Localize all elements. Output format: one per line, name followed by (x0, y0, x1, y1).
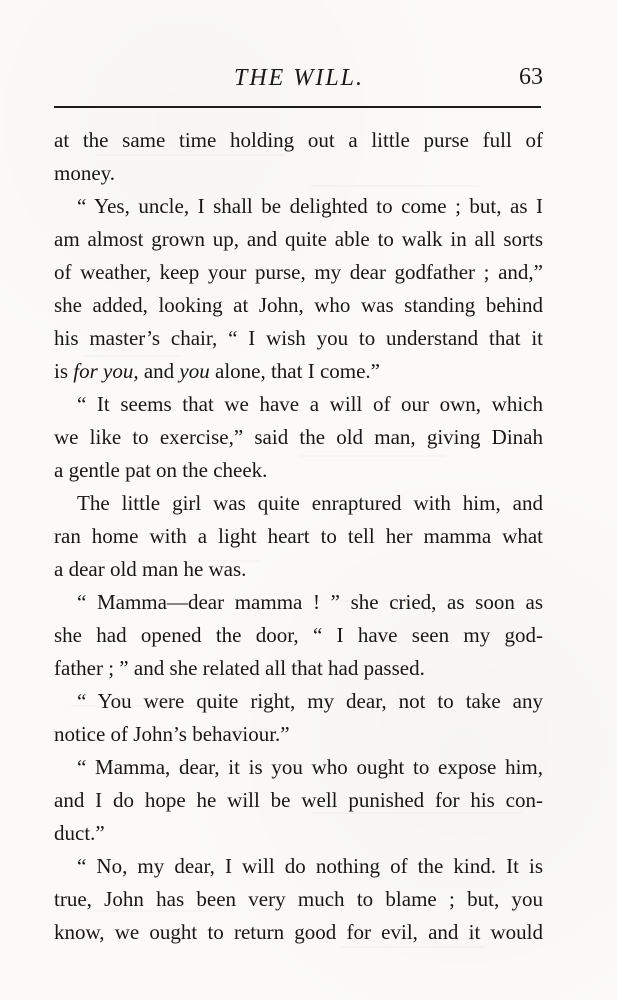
text-line-with-italics (54, 355, 543, 388)
plain-text: alone, that I come.” (209, 359, 381, 383)
text-line: am almost grown up, and quite able to walk in all sorts (54, 227, 543, 251)
text-line: a dear old man he was. (54, 557, 247, 581)
text-line: his master’s chair, “ I wish you to understand that it (54, 326, 543, 350)
text-line: “ You were quite right, my dear, not to take any (77, 689, 543, 713)
text-line: we like to exercise,” said the old man, giving Dinah (54, 425, 543, 449)
plain-text: and (138, 359, 180, 383)
book-text (54, 124, 543, 949)
running-title: THE WILL. (234, 65, 365, 91)
text-line: and I do hope he will be well punished for his con- (54, 788, 543, 812)
plain-text: is (54, 359, 74, 383)
text-line: “ Yes, uncle, I shall be delighted to come ; but, as I (77, 194, 543, 218)
text-line: of weather, keep your purse, my dear godfather ; and,” (54, 260, 543, 284)
text-line: money. (54, 161, 116, 185)
text-line: father ; ” and she related all that had passed. (54, 656, 425, 680)
text-line: notice of John’s behaviour.” (54, 722, 290, 746)
text-line: “ It seems that we have a will of our own, which (77, 392, 543, 416)
text-line: “ Mamma, dear, it is you who ought to expose him, (77, 755, 543, 779)
italic-text: for you, (73, 359, 139, 383)
header-rule (54, 106, 541, 108)
text-line: she added, looking at John, who was standing behind (54, 293, 543, 317)
text-line: know, we ought to return good for evil, and it would (54, 920, 543, 944)
text-line: The little girl was quite enraptured with him, and (77, 491, 543, 515)
page-header (54, 63, 542, 97)
text-line: duct.” (54, 821, 105, 845)
text-line: true, John has been very much to blame ; but, you (54, 887, 543, 911)
text-line: a gentle pat on the cheek. (54, 458, 268, 482)
text-line: at the same time holding out a little purse full of (54, 128, 543, 152)
text-line: ran home with a light heart to tell her mamma what (54, 524, 543, 548)
text-line: “ Mamma—dear mamma ! ” she cried, as soon as (77, 590, 543, 614)
text-line: “ No, my dear, I will do nothing of the kind. It is (77, 854, 543, 878)
page-number: 63 (519, 64, 543, 90)
text-line: she had opened the door, “ I have seen my god- (54, 623, 543, 647)
italic-text: you (179, 359, 210, 383)
